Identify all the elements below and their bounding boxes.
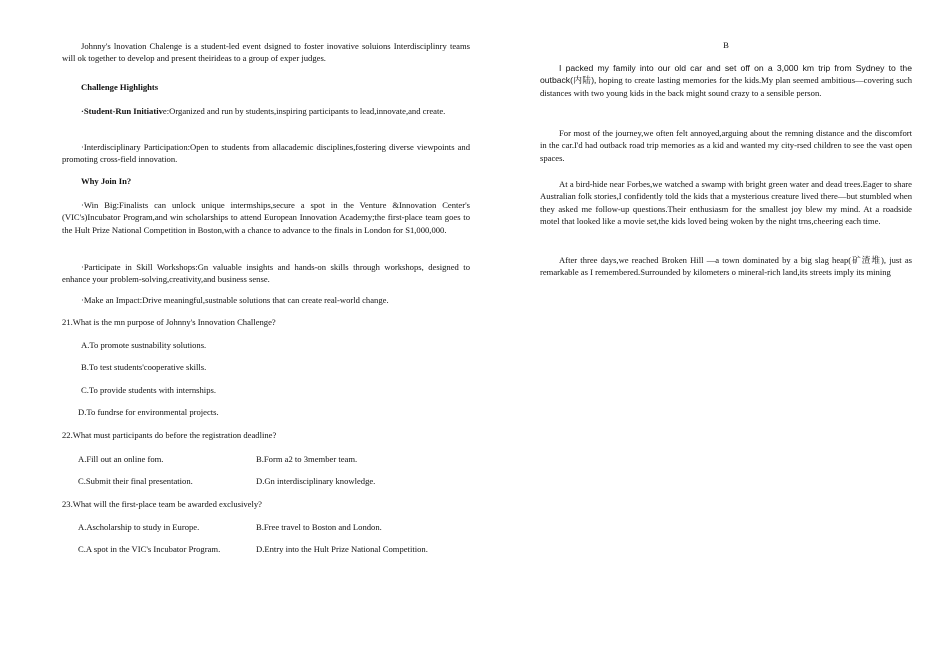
q23-option-c: C.A spot in the VIC's Incubator Program. <box>78 544 221 554</box>
question-23: 23.What will the first-place team be awarded exclusively? <box>62 499 262 509</box>
q21-option-d: D.To fundrse for environmental projects. <box>78 407 219 417</box>
passage-b-paragraph-4: After three days,we reached Broken Hill —a town dominated by a big slag heap(矿渣堆), just as remarkable as I remembered.Surrounded by kilometers o mineral-rich land,its streets imply its mining <box>540 255 912 278</box>
why-impact: ·Make an Impact:Drive meaningful,sustnable solutions that can create real-world change. <box>81 295 389 305</box>
q21-option-b: B.To test students'cooperative skills. <box>81 362 207 372</box>
why-win-big: ·Win Big:Finalists can unlock unique intermships,secure a spot in the Venture &Innovation Center's (VIC's)Incubator Program,and win scholarships to attend European Innovation Academy;the first-place team goes to the Hult Prize National Competition in Boston,with a chance to advance to the finals in London for S1,000,000. <box>62 200 470 235</box>
q23-option-a: A.Ascholarship to study in Europe. <box>78 522 200 532</box>
question-21: 21.What is the mn purpose of Johnny's Innovation Challenge? <box>62 317 276 327</box>
why-workshops: ·Participate in Skill Workshops:Gn valuable insights and hands-on skills through workshops, designed to enhance your problem-solving,creativity,and business sense. <box>62 262 470 285</box>
q23-options-row-2 <box>78 543 470 555</box>
passage-b-paragraph-2: For most of the journey,we often felt annoyed,arguing about the remning distance and the discomfort in the car.I'd had outback road trip memories as a kid and wanted my city-rsed children to see the vast open spaces. <box>540 128 912 163</box>
q22-options-row-1 <box>78 453 470 465</box>
q21-option-a: A.To promote sustnability solutions. <box>81 340 207 350</box>
q22-options-row-2 <box>78 475 470 487</box>
passage-b-paragraph-1 <box>540 62 912 99</box>
question-22: 22.What must participants do before the registration deadline? <box>62 430 277 440</box>
q21-option-c: C.To provide students with internships. <box>81 385 216 395</box>
intro-paragraph: Johnny's lnovation Chalenge is a student-led event dsigned to foster inovative soluions Interdisciplinry teams will ok together to develop and present theirideas to a group of exper judges. <box>62 41 470 64</box>
highlight-student-run <box>62 105 470 117</box>
q23-option-d: D.Entry into the Hult Prize National Competition. <box>256 544 428 554</box>
q22-option-d: D.Gn interdisciplinary knowledge. <box>256 476 376 486</box>
highlight-student-run-rest: e:Organized and run by students,inspiring participants to lead,innovate,and create. <box>162 106 446 116</box>
q23-options-row-1 <box>78 521 470 533</box>
q22-option-b: B.Form a2 to 3member team. <box>256 454 358 464</box>
q22-option-a: A.Fill out an online fom. <box>78 454 164 464</box>
q22-option-c: C.Submit their final presentation. <box>78 476 193 486</box>
why-join-heading: Why Join In? <box>81 176 132 186</box>
passage-b-p1-sans: I packed my family into our old car and set off on a 3,000 km trip from Sydney to the outback(内陆) <box>540 63 912 86</box>
section-label: B <box>723 40 729 50</box>
highlights-heading: Challenge Highlights <box>81 82 159 92</box>
passage-b-p1-rest: , hoping to create lasting memories for the kids.My plan seemed ambitious—covering such distances with two young kids in the back might sound crazy to a sensible person. <box>540 75 912 98</box>
highlight-interdisciplinary: ·Interdisciplinary Participation:Open to students from allacademic disciplines,fostering diverse viewpoints and promoting cross-field innovation. <box>62 142 470 165</box>
q23-option-b: B.Free travel to Boston and London. <box>256 522 382 532</box>
highlight-student-run-bold: ·Student-Run Initiativ <box>81 106 163 116</box>
passage-b-paragraph-3: At a bird-hide near Forbes,we watched a swamp with bright green water and dead trees.Eager to share Australian folk stories,I confidently told the kids that a mysterious creature lived there—but stumbled when they asked me follow-up questions.Their enthusiasm for the smallest joy blew my mind. At a roadside motel that looked like a movie set,the kids loved being woken by the night trns,cheering each time. <box>540 179 912 227</box>
